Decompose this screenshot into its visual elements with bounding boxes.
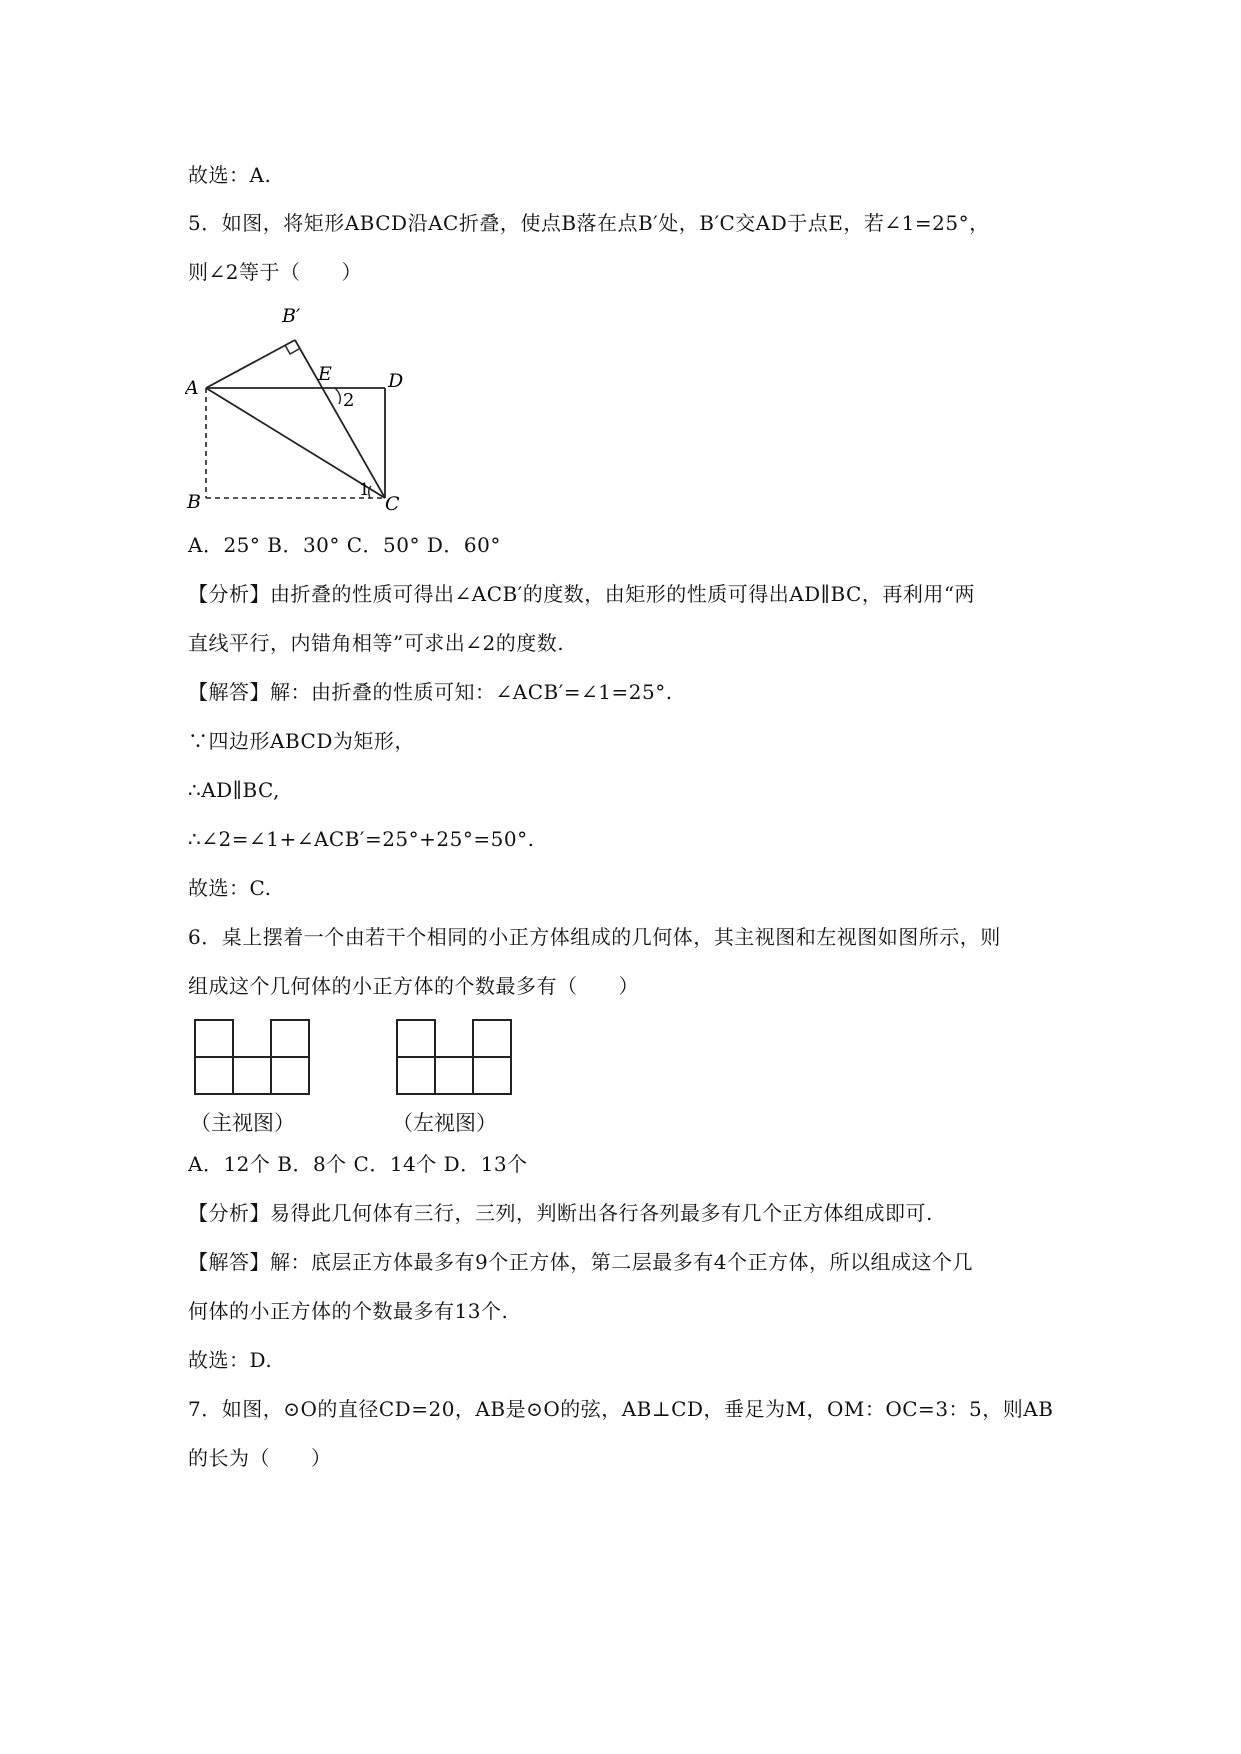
- left-view-top-left-cell: [397, 1020, 435, 1057]
- question-5-solution-2: ∵四边形ABCD为矩形，: [188, 729, 415, 753]
- question-5-solution-1: 【解答】解：由折叠的性质可知：∠ACB′=∠1=25°.: [188, 680, 673, 704]
- rectangle-fold-diagram: [185, 300, 425, 520]
- question-5-answer: 故选：C.: [188, 876, 272, 900]
- left-view-bottom-left-cell: [397, 1057, 435, 1094]
- angle-2-arc: [335, 388, 340, 404]
- label-A: A: [185, 377, 199, 399]
- left-view-caption: （左视图）: [392, 1111, 497, 1135]
- label-E: E: [318, 363, 332, 385]
- front-view-bottom-right-cell: [271, 1057, 309, 1094]
- question-6-solution-1: 【解答】解：底层正方体最多有9个正方体，第二层最多有4个正方体，所以组成这个几: [188, 1250, 973, 1274]
- label-B: B: [187, 491, 201, 513]
- label-B-prime: B′: [282, 305, 301, 327]
- front-view-bottom-middle-cell: [233, 1057, 271, 1094]
- label-C: C: [385, 493, 400, 515]
- question-5-options: A．25° B．30° C．50° D．60°: [188, 533, 501, 557]
- front-view-bottom-left-cell: [195, 1057, 233, 1094]
- question-6-solution-2: 何体的小正方体的个数最多有13个.: [188, 1299, 509, 1323]
- front-view-top-right-cell: [271, 1020, 309, 1057]
- question-6-line-1: 6．桌上摆着一个由若干个相同的小正方体组成的几何体，其主视图和左视图如图所示，则: [188, 925, 1001, 949]
- question-5-figure: [185, 300, 425, 520]
- question-5-analysis-1: 【分析】由折叠的性质可得出∠ACB′的度数，由矩形的性质可得出AD∥BC，再利用“两: [188, 582, 976, 606]
- question-6-answer: 故选：D.: [188, 1348, 273, 1372]
- left-view-bottom-middle-cell: [435, 1057, 473, 1094]
- segment-B-prime-C: [295, 340, 385, 498]
- question-7-line-2: 的长为（ ）: [188, 1446, 332, 1470]
- question-5-line-2: 则∠2等于（ ）: [188, 260, 362, 284]
- front-view-caption: （主视图）: [190, 1111, 295, 1135]
- left-view-figure: [392, 1015, 532, 1160]
- segment-AB-prime: [206, 340, 295, 388]
- question-5-solution-3: ∴AD∥BC,: [188, 778, 280, 802]
- question-5-line-1: 5．如图，将矩形ABCD沿AC折叠，使点B落在点B′处，B′C交AD于点E，若∠1=25°，: [188, 211, 990, 235]
- question-7-line-1: 7．如图，⊙O的直径CD=20，AB是⊙O的弦，AB⊥CD，垂足为M，OM：OC=3：5，则AB: [188, 1397, 1054, 1421]
- front-view-figure: [190, 1015, 330, 1160]
- left-view-top-right-cell: [473, 1020, 511, 1057]
- right-angle-mark: [285, 345, 299, 354]
- label-angle-1: 1: [359, 480, 370, 500]
- answer-line-q4: 故选：A.: [188, 163, 272, 187]
- left-view-grid: [392, 1015, 532, 1160]
- question-5-solution-4: ∴∠2=∠1+∠ACB′=25°+25°=50°.: [188, 827, 535, 851]
- left-view-bottom-right-cell: [473, 1057, 511, 1094]
- label-D: D: [388, 370, 404, 392]
- question-6-analysis: 【分析】易得此几何体有三行，三列，判断出各行各列最多有几个正方体组成即可.: [188, 1201, 933, 1225]
- question-6-line-2: 组成这个几何体的小正方体的个数最多有（ ）: [188, 974, 639, 998]
- question-5-analysis-2: 直线平行，内错角相等”可求出∠2的度数.: [188, 631, 565, 655]
- front-view-top-left-cell: [195, 1020, 233, 1057]
- question-6-options: A．12个 B．8个 C．14个 D．13个: [188, 1152, 528, 1176]
- front-view-grid: [190, 1015, 330, 1160]
- label-angle-2: 2: [343, 390, 355, 411]
